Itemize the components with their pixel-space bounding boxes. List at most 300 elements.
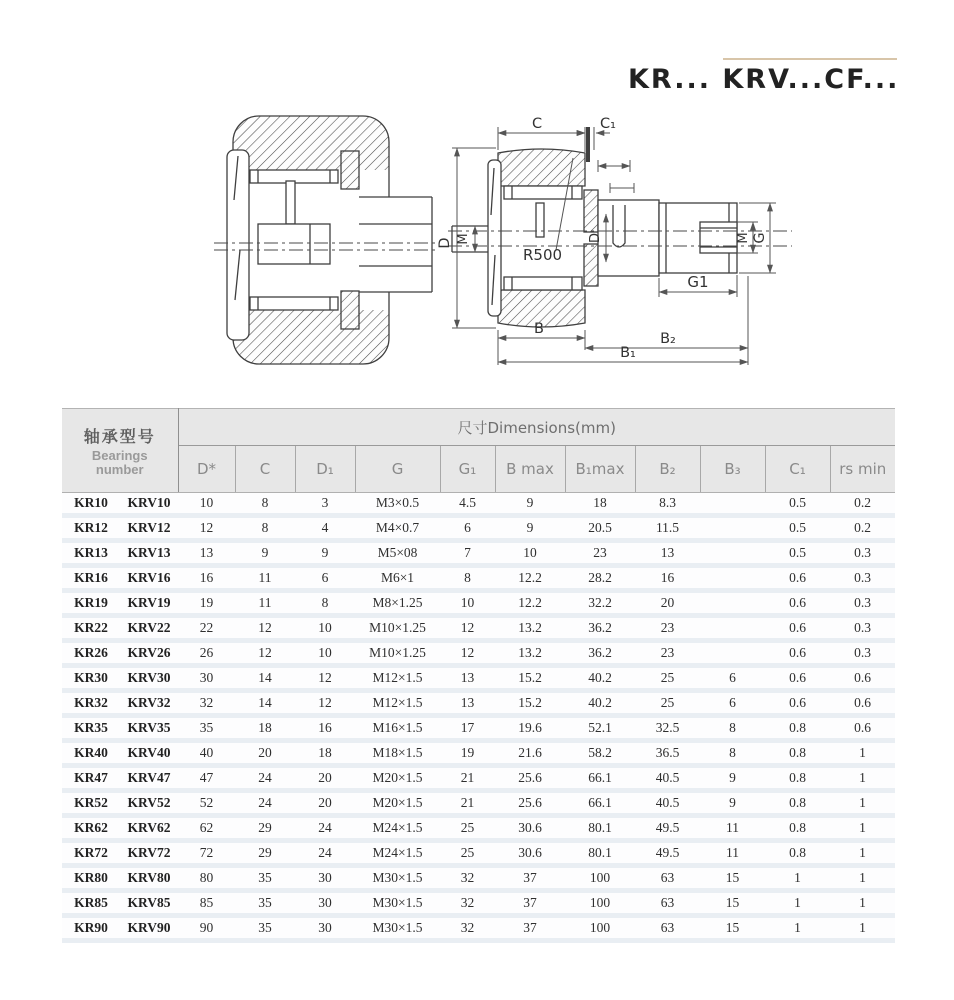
dim-value: 12	[178, 516, 235, 541]
table-row	[62, 866, 895, 891]
dim-value: 35	[235, 891, 295, 916]
column-header: D₁	[295, 446, 355, 493]
dim-value: 0.3	[830, 591, 895, 616]
dim-value: M16×1.5	[355, 716, 440, 741]
column-header: G₁	[440, 446, 495, 493]
dim-value: 28.2	[565, 566, 635, 591]
dim-value: 0.5	[765, 541, 830, 566]
dim-value: 0.6	[765, 591, 830, 616]
dim-value	[700, 516, 765, 541]
dim-value: 14	[235, 691, 295, 716]
dim-value: 6	[700, 691, 765, 716]
dim-value: 0.3	[830, 641, 895, 666]
dim-value: 0.3	[830, 566, 895, 591]
column-header: B₂	[635, 446, 700, 493]
bearing-code-kr: KR52	[62, 791, 120, 816]
dim-value: M6×1	[355, 566, 440, 591]
dim-value: 36.2	[565, 641, 635, 666]
dim-value: 32.2	[565, 591, 635, 616]
dim-value: 10	[295, 616, 355, 641]
dim-value: 9	[700, 791, 765, 816]
dim-value: 40.2	[565, 666, 635, 691]
bearing-code-krv: KRV22	[120, 616, 178, 641]
dim-value: 32	[440, 866, 495, 891]
dim-value: 37	[495, 891, 565, 916]
dim-value: 15	[700, 891, 765, 916]
dim-value: 25	[635, 666, 700, 691]
dim-label-r500: R500	[523, 246, 563, 264]
dim-label-b2: B₂	[660, 331, 676, 347]
dim-value: 23	[565, 541, 635, 566]
dim-value: 20	[295, 766, 355, 791]
dim-value: 62	[178, 816, 235, 841]
dim-value: 0.3	[830, 541, 895, 566]
dim-value: 8	[700, 716, 765, 741]
dim-value: M12×1.5	[355, 666, 440, 691]
dimensions-table-wrap	[62, 408, 895, 943]
table-row	[62, 891, 895, 916]
dim-label-g1: G1	[687, 273, 709, 291]
dim-value: 80.1	[565, 841, 635, 866]
dim-value: 0.2	[830, 493, 895, 516]
dim-value: 16	[635, 566, 700, 591]
dim-value: M30×1.5	[355, 891, 440, 916]
dim-value: 25	[440, 841, 495, 866]
dim-value: 20	[635, 591, 700, 616]
dim-value: 16	[178, 566, 235, 591]
dim-value: 19	[178, 591, 235, 616]
dim-value: 1	[830, 916, 895, 941]
bearing-code-kr: KR10	[62, 493, 120, 516]
table-row	[62, 716, 895, 741]
dim-value: 1	[765, 891, 830, 916]
dim-value: 12	[295, 666, 355, 691]
dim-value: 11	[700, 816, 765, 841]
dim-value: M3×0.5	[355, 493, 440, 516]
dim-value: 49.5	[635, 841, 700, 866]
dim-value: 10	[178, 493, 235, 516]
dim-value: 10	[495, 541, 565, 566]
dim-value: 30.6	[495, 816, 565, 841]
dim-value: 9	[495, 493, 565, 516]
dim-value: 15	[700, 866, 765, 891]
dim-value: 32.5	[635, 716, 700, 741]
dim-value: 15.2	[495, 691, 565, 716]
table-row	[62, 516, 895, 541]
bearing-code-kr: KR30	[62, 666, 120, 691]
dim-value: 10	[295, 641, 355, 666]
bearing-code-kr: KR16	[62, 566, 120, 591]
table-row	[62, 841, 895, 866]
dim-value: 20.5	[565, 516, 635, 541]
dim-value: 30	[295, 891, 355, 916]
dim-value: 0.6	[765, 641, 830, 666]
column-header-row	[62, 446, 895, 493]
dim-value: 24	[295, 841, 355, 866]
dim-value: 35	[178, 716, 235, 741]
column-header: C₁	[765, 446, 830, 493]
dim-value: 19.6	[495, 716, 565, 741]
dim-label-m-right: M	[736, 232, 751, 244]
dim-value: 13	[178, 541, 235, 566]
dim-value: 8.3	[635, 493, 700, 516]
dim-value: 10	[440, 591, 495, 616]
dim-label-d-shaft: D	[588, 232, 603, 244]
dim-value: 0.6	[830, 666, 895, 691]
left-bearing-drawing	[214, 116, 438, 364]
dim-value: 37	[495, 916, 565, 941]
dim-value: 12	[235, 616, 295, 641]
technical-drawings	[0, 0, 954, 405]
dim-value: 1	[765, 916, 830, 941]
dim-value: 11.5	[635, 516, 700, 541]
dim-value: 30	[295, 916, 355, 941]
dim-value: 63	[635, 866, 700, 891]
dim-value: 0.6	[765, 666, 830, 691]
dim-value: 37	[495, 866, 565, 891]
dimensions-group-header: 尺寸Dimensions(mm)	[178, 409, 895, 446]
bearing-code-kr: KR85	[62, 891, 120, 916]
dim-value: 13	[440, 666, 495, 691]
dim-value: M30×1.5	[355, 916, 440, 941]
dim-value: 58.2	[565, 741, 635, 766]
outer-ring	[498, 149, 585, 186]
page-title: KR... KRV...CF...	[628, 64, 900, 95]
bearing-code-kr: KR47	[62, 766, 120, 791]
dim-value: 85	[178, 891, 235, 916]
dim-value	[700, 616, 765, 641]
dim-value: 52.1	[565, 716, 635, 741]
dim-value: 21	[440, 791, 495, 816]
dim-value: 35	[235, 916, 295, 941]
dim-value: 8	[700, 741, 765, 766]
dim-value: 12	[440, 641, 495, 666]
dim-value: 18	[295, 741, 355, 766]
dim-value: 0.8	[765, 791, 830, 816]
column-header: B₃	[700, 446, 765, 493]
dim-value: 80.1	[565, 816, 635, 841]
dim-value: 22	[178, 616, 235, 641]
bearing-code-krv: KRV26	[120, 641, 178, 666]
dim-value: 26	[178, 641, 235, 666]
dim-value: 12	[440, 616, 495, 641]
dim-value: M24×1.5	[355, 841, 440, 866]
dim-value: 35	[235, 866, 295, 891]
column-header: B max	[495, 446, 565, 493]
dim-label-c: C	[531, 116, 543, 132]
dim-value: 0.8	[765, 741, 830, 766]
table-row	[62, 741, 895, 766]
dim-label-c1: C₁	[600, 116, 616, 132]
dim-label-b: B	[534, 321, 544, 337]
dim-value: 0.8	[765, 816, 830, 841]
dim-value: 21.6	[495, 741, 565, 766]
bearing-code-krv: KRV16	[120, 566, 178, 591]
dim-value: 25.6	[495, 766, 565, 791]
bearing-code-krv: KRV47	[120, 766, 178, 791]
needle-rollers	[504, 186, 582, 290]
bearing-code-krv: KRV52	[120, 791, 178, 816]
dim-value: 0.8	[765, 766, 830, 791]
dim-value: 1	[830, 791, 895, 816]
bearing-code-krv: KRV12	[120, 516, 178, 541]
dim-value: 11	[235, 566, 295, 591]
dim-value: 8	[440, 566, 495, 591]
dim-value: 12	[235, 641, 295, 666]
dim-value: 1	[765, 866, 830, 891]
dim-value: M24×1.5	[355, 816, 440, 841]
dim-value: 24	[295, 816, 355, 841]
table-row	[62, 566, 895, 591]
dim-value: M18×1.5	[355, 741, 440, 766]
dim-value: 30	[178, 666, 235, 691]
dim-value: 49.5	[635, 816, 700, 841]
dim-value: 36.5	[635, 741, 700, 766]
dim-value: 6	[700, 666, 765, 691]
dim-value: 40	[178, 741, 235, 766]
dim-label-d-outer: D	[437, 237, 453, 249]
bearing-code-krv: KRV32	[120, 691, 178, 716]
dim-value: 0.6	[830, 691, 895, 716]
dim-value: 30.6	[495, 841, 565, 866]
bearing-code-kr: KR72	[62, 841, 120, 866]
bearing-code-krv: KRV13	[120, 541, 178, 566]
dim-value: 40.5	[635, 766, 700, 791]
dim-value: 24	[235, 791, 295, 816]
dim-value: 0.3	[830, 616, 895, 641]
bearing-code-kr: KR19	[62, 591, 120, 616]
dim-value: 6	[440, 516, 495, 541]
dim-value: 30	[295, 866, 355, 891]
dim-value: 0.8	[765, 841, 830, 866]
stud-flange	[584, 244, 598, 286]
dim-value: 40.5	[635, 791, 700, 816]
dim-value: M5×08	[355, 541, 440, 566]
dim-value: 1	[830, 891, 895, 916]
dim-value: 23	[635, 616, 700, 641]
dim-value: M10×1.25	[355, 616, 440, 641]
dim-value: 1	[830, 741, 895, 766]
dim-value: 25	[440, 816, 495, 841]
dim-value: 0.5	[765, 493, 830, 516]
dim-value: 80	[178, 866, 235, 891]
dim-value: 0.6	[765, 691, 830, 716]
dim-value: 13.2	[495, 641, 565, 666]
stud-body	[258, 224, 330, 264]
grease-slot	[613, 205, 625, 247]
dim-value: 0.6	[830, 716, 895, 741]
dim-value: 8	[235, 493, 295, 516]
dim-value: 9	[495, 516, 565, 541]
column-header: B₁max	[565, 446, 635, 493]
dim-value: 25.6	[495, 791, 565, 816]
dim-value: 6	[295, 566, 355, 591]
bearing-code-krv: KRV35	[120, 716, 178, 741]
dimensions-table	[62, 408, 895, 943]
dim-value: 9	[235, 541, 295, 566]
bearing-code-kr: KR40	[62, 741, 120, 766]
grease-stem	[536, 203, 544, 237]
bearing-code-kr: KR22	[62, 616, 120, 641]
bearing-code-krv: KRV10	[120, 493, 178, 516]
dim-value: M30×1.5	[355, 866, 440, 891]
column-header: G	[355, 446, 440, 493]
table-row	[62, 916, 895, 941]
dim-value: 29	[235, 841, 295, 866]
dim-value: 14	[235, 666, 295, 691]
bearing-code-krv: KRV72	[120, 841, 178, 866]
dim-value: 100	[565, 891, 635, 916]
dim-value: 18	[565, 493, 635, 516]
dim-value: 23	[635, 641, 700, 666]
dim-value: M10×1.25	[355, 641, 440, 666]
dim-value: 63	[635, 916, 700, 941]
bearing-code-kr: KR90	[62, 916, 120, 941]
stud-flange	[584, 190, 598, 232]
dim-value: 4.5	[440, 493, 495, 516]
dim-value: 7	[440, 541, 495, 566]
dim-value: 16	[295, 716, 355, 741]
grease-stem	[286, 181, 295, 224]
table-row	[62, 493, 895, 516]
bearing-code-kr: KR32	[62, 691, 120, 716]
bearing-code-kr: KR12	[62, 516, 120, 541]
dim-value: 8	[295, 591, 355, 616]
dim-value	[700, 641, 765, 666]
dim-value: 20	[235, 741, 295, 766]
dim-value: 4	[295, 516, 355, 541]
table-row	[62, 666, 895, 691]
dim-value: 32	[440, 891, 495, 916]
dim-value: 32	[178, 691, 235, 716]
dim-value: 66.1	[565, 791, 635, 816]
dim-value: 0.5	[765, 516, 830, 541]
dim-value: M8×1.25	[355, 591, 440, 616]
dim-value: 15.2	[495, 666, 565, 691]
table-row	[62, 641, 895, 666]
dim-value: 1	[830, 816, 895, 841]
dim-value: 9	[295, 541, 355, 566]
stud-flange	[341, 291, 359, 329]
bearing-code-krv: KRV62	[120, 816, 178, 841]
dim-value: 36.2	[565, 616, 635, 641]
dim-value: 11	[700, 841, 765, 866]
dim-value: 47	[178, 766, 235, 791]
dim-value: 13	[635, 541, 700, 566]
side-plate	[488, 160, 501, 316]
screwdriver-slot	[700, 222, 737, 253]
dim-value: 40.2	[565, 691, 635, 716]
table-row	[62, 691, 895, 716]
dim-value: 66.1	[565, 766, 635, 791]
dim-value: 11	[235, 591, 295, 616]
dim-label-m-left: M	[456, 233, 471, 245]
dim-value: 32	[440, 916, 495, 941]
dim-value	[700, 566, 765, 591]
bearing-code-krv: KRV85	[120, 891, 178, 916]
dim-value: 19	[440, 741, 495, 766]
dim-value: 0.6	[765, 566, 830, 591]
column-header: D*	[178, 446, 235, 493]
dim-value: 1	[830, 766, 895, 791]
bearing-code-kr: KR62	[62, 816, 120, 841]
dim-value: M20×1.5	[355, 791, 440, 816]
dim-value: 20	[295, 791, 355, 816]
dim-value: 12.2	[495, 566, 565, 591]
dim-value: M20×1.5	[355, 766, 440, 791]
bearing-code-krv: KRV30	[120, 666, 178, 691]
dim-value: 24	[235, 766, 295, 791]
bearing-code-kr: KR13	[62, 541, 120, 566]
dim-value: M12×1.5	[355, 691, 440, 716]
dim-value: 29	[235, 816, 295, 841]
dim-value: 15	[700, 916, 765, 941]
dim-value: 72	[178, 841, 235, 866]
dim-label-g: G	[752, 232, 768, 244]
dim-value: 90	[178, 916, 235, 941]
column-header: C	[235, 446, 295, 493]
stud-flange	[341, 151, 359, 189]
bearing-code-krv: KRV19	[120, 591, 178, 616]
bearings-header-zh: 轴承型号	[83, 429, 156, 446]
bearing-code-kr: KR35	[62, 716, 120, 741]
dim-value: 0.8	[765, 716, 830, 741]
table-body	[62, 493, 895, 941]
dim-value: 25	[635, 691, 700, 716]
dim-value: 0.2	[830, 516, 895, 541]
bearings-number-header	[62, 409, 178, 493]
dim-value: 12	[295, 691, 355, 716]
bearing-code-krv: KRV90	[120, 916, 178, 941]
table-row	[62, 591, 895, 616]
dim-value: 13.2	[495, 616, 565, 641]
column-header: rs min	[830, 446, 895, 493]
dim-value: 12.2	[495, 591, 565, 616]
dim-value: 63	[635, 891, 700, 916]
dim-value	[700, 591, 765, 616]
dim-value: 9	[700, 766, 765, 791]
dim-value: 52	[178, 791, 235, 816]
dim-value: 1	[830, 866, 895, 891]
dim-value: 1	[830, 841, 895, 866]
table-row	[62, 541, 895, 566]
dim-value: 8	[235, 516, 295, 541]
bearing-code-krv: KRV40	[120, 741, 178, 766]
table-row	[62, 616, 895, 641]
bearing-code-krv: KRV80	[120, 866, 178, 891]
side-plate	[227, 150, 249, 340]
dim-value: 17	[440, 716, 495, 741]
dim-value: 0.6	[765, 616, 830, 641]
bearing-code-kr: KR80	[62, 866, 120, 891]
dim-value	[700, 493, 765, 516]
bearing-code-kr: KR26	[62, 641, 120, 666]
table-row	[62, 766, 895, 791]
dim-value: 18	[235, 716, 295, 741]
dim-value: 21	[440, 766, 495, 791]
dim-value: 3	[295, 493, 355, 516]
dim-value: 100	[565, 866, 635, 891]
dim-value: 13	[440, 691, 495, 716]
dim-value	[700, 541, 765, 566]
dim-value: M4×0.7	[355, 516, 440, 541]
bearings-header-en: Bearings number	[91, 448, 148, 477]
dim-label-b1: B₁	[620, 345, 636, 361]
dim-value: 100	[565, 916, 635, 941]
stud-shaft	[598, 200, 659, 276]
table-row	[62, 816, 895, 841]
table-row	[62, 791, 895, 816]
